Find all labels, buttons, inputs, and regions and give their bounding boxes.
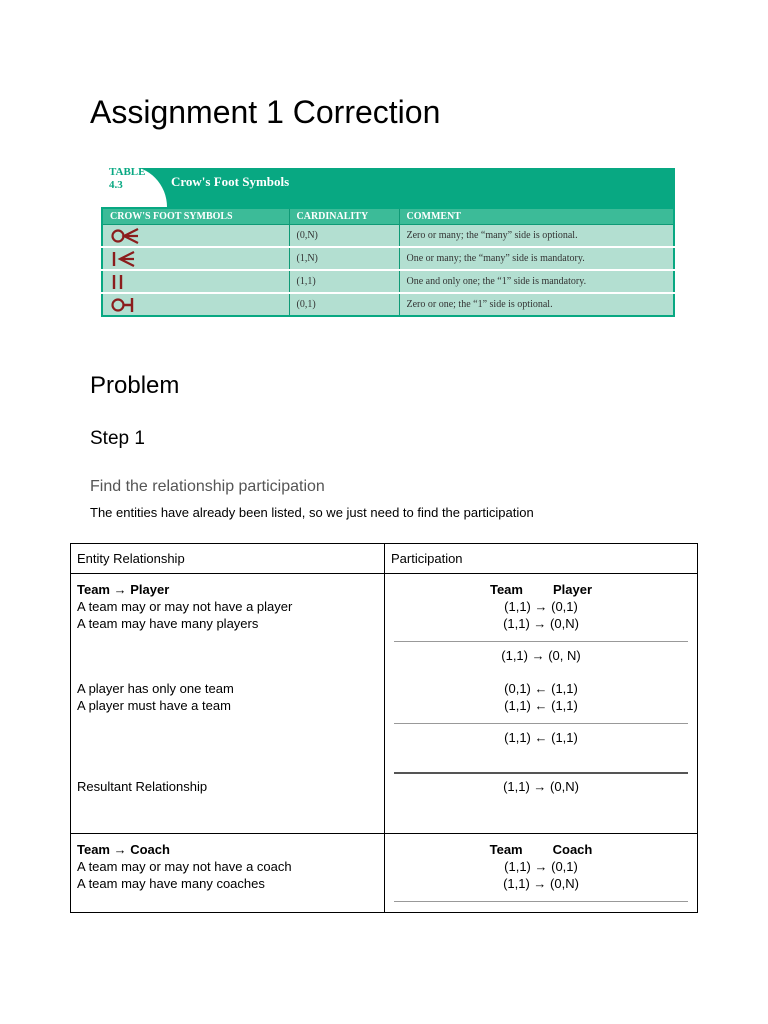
column-header-entity-relationship: Entity Relationship (77, 551, 185, 566)
relationship-line: A team may have many coaches (77, 876, 265, 891)
participation-value: (1,1) → (0,N) (503, 779, 579, 794)
participation-value: (1,1) → (0,1) (504, 599, 578, 614)
crows-foot-table-figure (101, 166, 675, 319)
table-row (102, 293, 674, 316)
one-or-many-icon (102, 247, 289, 270)
table-tag-line2: 4.3 (109, 179, 123, 191)
participation-head-left: Team (489, 582, 523, 597)
relationship-table (70, 543, 698, 913)
table-column-divider (384, 543, 385, 913)
relationship-line: A player must have a team (77, 698, 231, 713)
cardinality-cell: (0,1) (289, 293, 399, 316)
table-border-right (697, 543, 698, 913)
participation-value: (1,1) → (0,N) (503, 616, 579, 631)
table-header-divider (70, 573, 698, 574)
one-and-only-one-icon (102, 270, 289, 293)
step-heading: Step 1 (90, 428, 145, 449)
crows-foot-table (101, 207, 675, 317)
separator (394, 723, 688, 724)
resultant-label: Resultant Relationship (77, 779, 208, 794)
problem-heading: Problem (90, 372, 180, 399)
table-row (102, 225, 674, 248)
participation-value: (1,1) → (0, N) (501, 648, 581, 663)
cardinality-cell: (1,N) (289, 247, 399, 270)
relationship-line: A player has only one team (77, 681, 234, 696)
column-header-cardinality: CARDINALITY (289, 208, 399, 225)
separator (394, 641, 688, 642)
relationship-line: A team may or may not have a coach (77, 859, 292, 874)
participation-head-right: Player (552, 582, 593, 597)
comment-cell: Zero or many; the “many” side is optional. (399, 225, 674, 248)
participation-head-right: Coach (552, 842, 593, 857)
comment-cell: One and only one; the “1” side is mandatory. (399, 270, 674, 293)
participation-value: (1,1) ← (1,1) (504, 698, 578, 713)
zero-or-one-icon (102, 293, 289, 316)
participation-head-left: Team (489, 842, 523, 857)
table-tag-line1: TABLE (109, 166, 146, 178)
relationship-title: Team → Player (77, 582, 170, 597)
participation-value: (1,1) → (0,1) (504, 859, 578, 874)
separator (394, 901, 688, 902)
relationship-line: A team may or may not have a player (77, 599, 293, 614)
column-header-participation: Participation (391, 551, 463, 566)
section-subheading: Find the relationship participation (90, 478, 325, 495)
participation-value: (1,1) ← (1,1) (504, 730, 578, 745)
participation-value: (1,1) → (0,N) (503, 876, 579, 891)
table-border-left (70, 543, 71, 913)
column-header-comment: COMMENT (399, 208, 674, 225)
column-header-symbols: CROW'S FOOT SYMBOLS (102, 208, 289, 225)
table-row (102, 270, 674, 293)
table-row-divider (70, 833, 698, 834)
table-heading: Crow's Foot Symbols (171, 174, 290, 189)
relationship-title: Team → Coach (77, 842, 170, 857)
zero-or-many-icon (102, 225, 289, 248)
cardinality-cell: (0,N) (289, 225, 399, 248)
page-title: Assignment 1 Correction (90, 94, 441, 130)
cardinality-cell: (1,1) (289, 270, 399, 293)
comment-cell: One or many; the “many” side is mandatory. (399, 247, 674, 270)
separator (394, 772, 688, 774)
intro-text: The entities have already been listed, so we just need to find the participation (90, 505, 534, 520)
relationship-line: A team may have many players (77, 616, 259, 631)
participation-value: (0,1) ← (1,1) (504, 681, 578, 696)
comment-cell: Zero or one; the “1” side is optional. (399, 293, 674, 316)
table-row (102, 247, 674, 270)
